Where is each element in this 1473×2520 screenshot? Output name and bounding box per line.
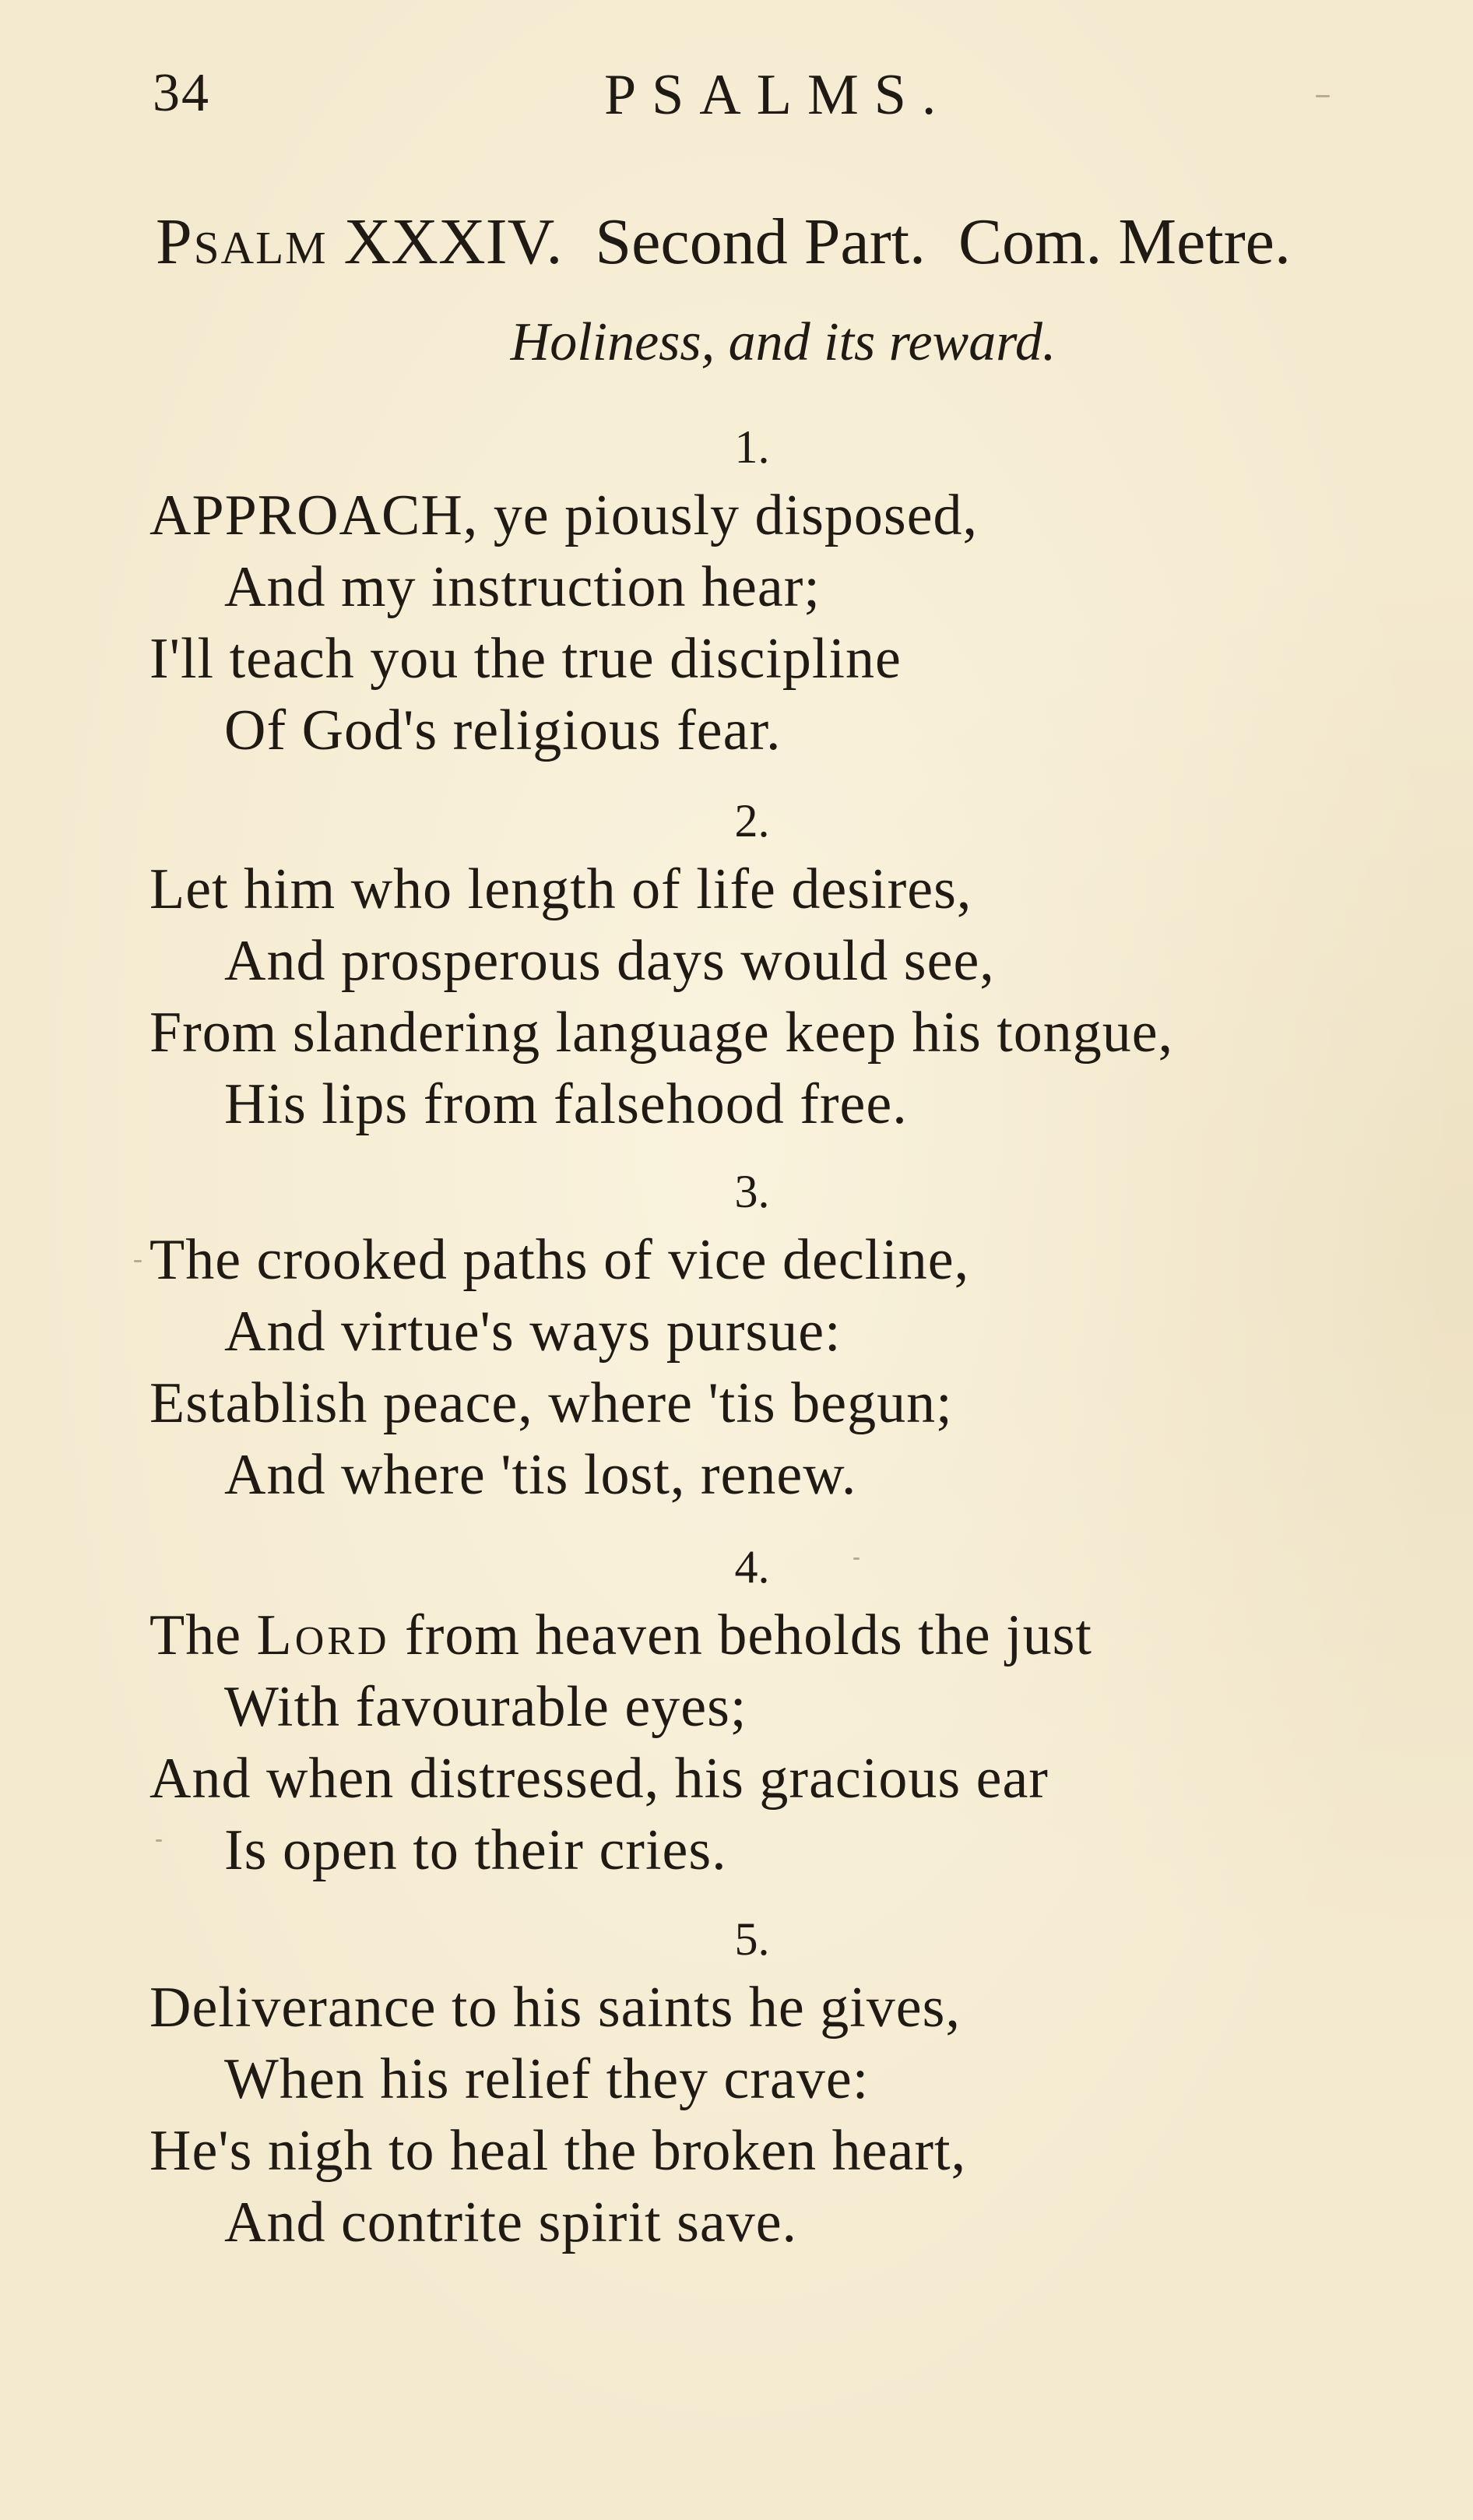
verse-line: Establish peace, where 'tis begun; bbox=[149, 1371, 953, 1435]
stanza-number: 2. bbox=[734, 795, 770, 846]
verse-line: From slandering language keep his tongue, bbox=[149, 1001, 1174, 1065]
verse-line: When his relief they crave: bbox=[224, 2047, 870, 2111]
verse-line: And my instruction hear; bbox=[224, 555, 821, 619]
verse-line bbox=[149, 1603, 1092, 1669]
psalm-label: Psalm bbox=[156, 206, 328, 278]
page-header bbox=[0, 62, 1473, 140]
verse-line: And prosperous days would see, bbox=[224, 929, 995, 993]
stanza-number: 4. bbox=[734, 1541, 770, 1593]
verse-line: And when distressed, his gracious ear bbox=[149, 1747, 1049, 1811]
verse-line: Deliverance to his saints he gives, bbox=[149, 1976, 961, 2040]
verse-line: And where 'tis lost, renew. bbox=[224, 1443, 857, 1507]
verse-line: With favourable eyes; bbox=[224, 1675, 747, 1739]
running-head: PSALMS. bbox=[604, 63, 952, 127]
print-speck bbox=[1316, 95, 1330, 97]
verse-line: And virtue's ways pursue: bbox=[224, 1300, 842, 1364]
print-speck bbox=[156, 1839, 162, 1842]
print-speck bbox=[134, 1260, 142, 1262]
verse-line: He's nigh to heal the broken heart, bbox=[149, 2119, 967, 2183]
line-text: from heaven beholds the just bbox=[389, 1603, 1092, 1667]
psalm-subtitle bbox=[0, 311, 1473, 374]
verse-line: I'll teach you the true discipline bbox=[149, 627, 902, 691]
verse-line: Is open to their cries. bbox=[224, 1818, 727, 1882]
subtitle-rest: , and its reward. bbox=[701, 312, 1056, 372]
verse-line: The crooked paths of vice decline, bbox=[149, 1228, 970, 1292]
lord-smallcaps: Lord bbox=[256, 1603, 390, 1667]
verse-line: And contrite spirit save. bbox=[224, 2191, 798, 2254]
verse-line: Of God's religious fear. bbox=[224, 699, 782, 762]
verse-line: His lips from falsehood free. bbox=[224, 1072, 908, 1136]
subtitle-holiness: Holiness bbox=[510, 312, 701, 372]
line-text: The bbox=[149, 1603, 257, 1667]
page-number: 34 bbox=[153, 63, 210, 123]
verse-line: Let him who length of life desires, bbox=[149, 857, 972, 921]
psalm-title bbox=[156, 204, 1291, 280]
psalm-title-rest: XXXIV. Second Part. Com. Metre. bbox=[343, 206, 1291, 278]
stanza-number: 5. bbox=[734, 1913, 770, 1965]
verse-line: APPROACH, ye piously disposed, bbox=[149, 484, 979, 547]
stanza-number: 3. bbox=[734, 1166, 770, 1217]
stanza-number: 1. bbox=[734, 421, 770, 473]
